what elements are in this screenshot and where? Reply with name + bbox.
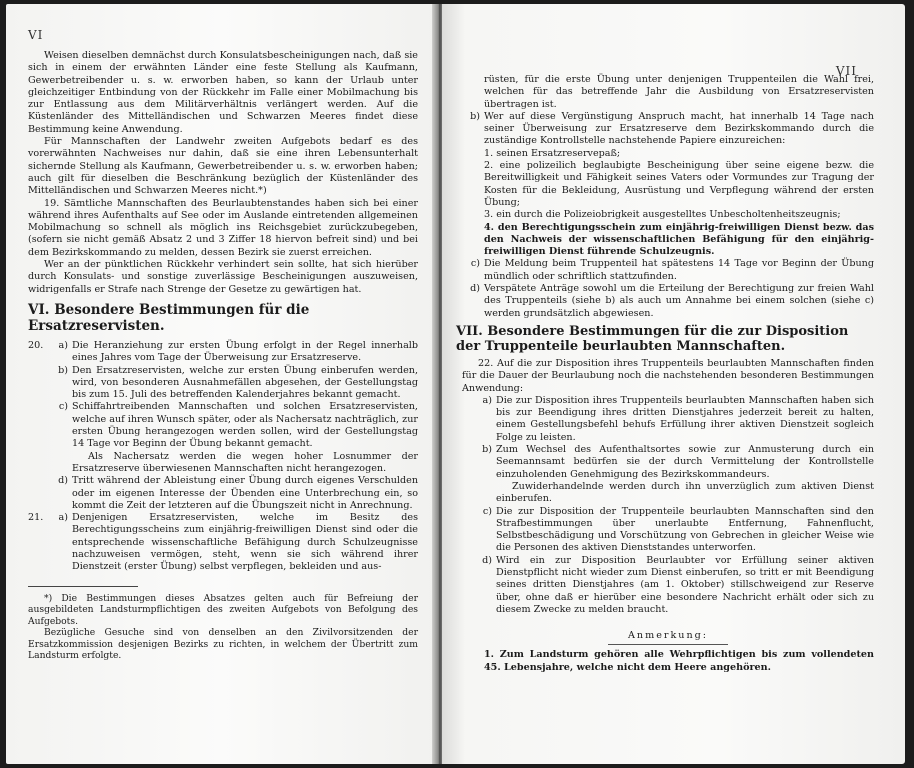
right-page bbox=[442, 4, 905, 764]
item-text: Die Heranziehung zur ersten Übung erfolgt in der Regel innerhalb eines Jahres vom Tage der Überweisung zur Ersatzreserve. bbox=[72, 339, 418, 364]
item-label: c) bbox=[470, 258, 480, 270]
item-label: d) bbox=[58, 475, 68, 487]
paragraph: Für Mannschaften der Landwehr zweiten Aufgebots bedarf es des vorerwähnten Nachweises nur dahin, daß sie eine ihren Lebensunterhalt sichernde Stellung als Kaufmann, Gewerbetreibender u. s. w. erworben haben; auch gilt für dieselben die Beschränkung bezüglich der Küstenländer des Mittelländischen und Schwarzen Meeres nicht.*) bbox=[28, 136, 418, 197]
list-item: 4. den Berechtigungsschein zum einjährig-freiwilligen Dienst bezw. das den Nachweis der wissenschaftlichen Befähigung für den einjährig-freiwilligen Dienst führende Schulzeugnis. bbox=[484, 221, 874, 258]
item-text: Denjenigen Ersatzreservisten, welche im Besitz des Berechtigungsscheins zum einjährig-freiwilligen Dienst sind oder die entsprechende wissenschaftliche Befähigung durch Schulzeugnisse nachzuweisen vermögen, steht, wenn sie sich während ihrer Dienstzeit (erster Übung) selbst verpflegen, bekleiden und aus- bbox=[72, 512, 418, 573]
item-label: b) bbox=[58, 364, 68, 376]
list-item bbox=[28, 512, 418, 573]
list-item bbox=[462, 555, 874, 616]
list-item bbox=[28, 401, 418, 475]
papers-list bbox=[462, 148, 874, 259]
section-number: 20. bbox=[28, 339, 44, 351]
item-label: b) bbox=[470, 110, 480, 122]
paragraph: rüsten, für die erste Übung unter denjenigen Truppenteilen die Wahl frei, welchen für das betreffende Jahr die Ausbildung von Ersatzreservisten übertragen ist. bbox=[484, 74, 874, 110]
list-item: 2. eine polizeilich beglaubigte Bescheinigung über seine eigene bezw. die Bereitwilligkeit und Fähigkeit seines Vaters oder Vormundes zur Tragung der Kosten für die Bekleidung, Ausrüstung und Verpflegung während der ersten Übung; bbox=[484, 160, 874, 208]
item-text: Wer auf diese Vergünstigung Anspruch macht, hat innerhalb 14 Tage nach seiner Überweisung zur Ersatzreserve dem Bezirkskommando durch die zuständige Kontrollstelle nachstehende Papiere einzureichen: bbox=[484, 110, 874, 147]
paragraph-19: 19. Sämtliche Mannschaften des Beurlaubtenstandes haben sich bei einer während ihres Aufenthalts auf See oder im Auslande eintretenden allgemeinen Mobilmachung so schnell als möglich ins Reichsgebiet zurückzubegeben, (sofern sie nicht gemäß Absatz 2 und 3 Ziffer 18 hiervon befreit sind) und bei dem Bezirkskommando zu melden, dessen Bezirk sie zuerst erreichen. bbox=[28, 197, 418, 258]
paragraph-22: 22. Auf die zur Disposition ihres Truppenteils beurlaubten Mannschaften finden für die Dauer der Beurlaubung noch die nachstehenden besonderen Bestimmungen Anwendung: bbox=[462, 357, 874, 394]
item-label: d) bbox=[470, 283, 480, 295]
item-label: a) bbox=[482, 394, 492, 406]
page-number-right: VII bbox=[835, 64, 857, 78]
list-item bbox=[462, 395, 874, 444]
list-item: 3. ein durch die Polizeiobrigkeit ausgestelltes Unbescholtenheitszeugnis; bbox=[484, 209, 841, 221]
section-heading-vi: VI. Besondere Bestimmungen für die Ersatzreservisten. bbox=[28, 301, 310, 334]
section-number: 21. bbox=[28, 512, 44, 524]
note-divider bbox=[608, 644, 728, 645]
list-item bbox=[28, 475, 418, 512]
item-label: c) bbox=[482, 505, 492, 517]
left-page bbox=[6, 4, 438, 764]
list-item bbox=[462, 258, 874, 283]
right-column bbox=[456, 74, 874, 674]
note-heading: Anmerkung: bbox=[627, 630, 708, 642]
item-text: Die zur Disposition ihres Truppenteils beurlaubten Mannschaften haben sich bis zur Beendigung ihres dritten Dienstjahres jederzeit bereit zu halten, einem Gestellungsbefehl behufs Erfüllung ihrer aktiven Dienstzeit sogleich Folge zu leisten. bbox=[496, 394, 874, 443]
footnote: *) Die Bestimmungen dieses Absatzes gelten auch für Befreiung der ausgebildeten Landsturmpflichtigen des zweiten Aufgebots von Befolgung des Aufgebots. bbox=[28, 592, 418, 627]
list-item: 1. seinen Ersatzreservepaß; bbox=[484, 147, 621, 159]
item-text: Zum Wechsel des Aufenthaltsortes sowie zur Anmusterung durch ein Seemannsamt bedürfen sie der durch Vermittelung der Kontrollstelle einzuholenden Genehmigung des Bezirkskommandeurs. Zuwiderhandelnde werden durch ihn unverzüglich zum aktiven Dienst einberufen. bbox=[496, 444, 874, 505]
note-text: 1. Zum Landsturm gehören alle Wehrpflichtigen bis zum vollendeten 45. Lebensjahre, welche nicht dem Heere angehören. bbox=[484, 649, 874, 673]
left-column bbox=[28, 50, 418, 662]
list-item bbox=[462, 506, 874, 555]
footnote: Bezügliche Gesuche sind von denselben an den Zivilvorsitzenden der Ersatzkommission desjenigen Bezirks zu richten, in welchem der Übertritt zum Landsturm erfolgte. bbox=[28, 627, 418, 662]
list-item bbox=[28, 365, 418, 402]
item-text: Die zur Disposition der Truppenteile beurlaubten Mannschaften sind den Strafbestimmungen über unerlaubte Entfernung, Fahnenflucht, Selbstbeschädigung und Vorschützung von Gebrechen in gleicher Weise wie die Personen des aktiven Dienststandes unterworfen. bbox=[496, 505, 874, 554]
section-heading-vii: VII. Besondere Bestimmungen für die zur Disposition der Truppenteile beurlaubten Mannschaften. bbox=[456, 323, 849, 354]
paragraph: Weisen dieselben demnächst durch Konsulatsbescheinigungen nach, daß sie sich in einem der erwähnten Länder eine feste Stellung als Kaufmann, Gewerbetreibender u. s. w. erworben haben, so kann der Urlaub unter gleichzeitiger Entbindung von der Rückkehr im Falle einer Mobilmachung bis zur Entlassung aus dem Militärverhältnis verlängert werden. Auf die Küstenländer des Mittelländischen und Schwarzen Meeres findet diese Bestimmung keine Anwendung. bbox=[28, 50, 418, 135]
list-item bbox=[462, 444, 874, 505]
footnote-divider bbox=[28, 586, 138, 587]
list-item bbox=[462, 111, 874, 148]
item-text: Wird ein zur Disposition Beurlaubter vor Erfüllung seiner aktiven Dienstpflicht nicht wieder zum Dienst einberufen, so tritt er mit Beendigung seines dritten Dienstjahres (am 1. Oktober) stillschweigend zur Reserve über, ohne daß er hierüber eine besondere Nachricht erhält oder sich zu diesem Zwecke zu melden braucht. bbox=[496, 554, 874, 615]
item-label: d) bbox=[482, 554, 492, 566]
item-text: Verspätete Anträge sowohl um die Erteilung der Berechtigung zur freien Wahl des Truppenteils (siehe b) als auch um Annahme bei einem solchen (siehe c) werden grundsätzlich abgewiesen. bbox=[484, 283, 874, 319]
list-item bbox=[28, 340, 418, 365]
page-number-left: VI bbox=[28, 28, 44, 42]
item-label: a) bbox=[58, 339, 68, 351]
item-label: b) bbox=[482, 444, 492, 456]
item-text: Tritt während der Ableistung einer Übung durch eigenes Verschulden oder im eigenen Interesse der Übenden eine Unterbrechung ein, so kommt die Zeit der letzteren auf die Übungszeit nicht in Anrechnung. bbox=[72, 475, 418, 511]
item-label: c) bbox=[58, 401, 68, 413]
item-label: a) bbox=[58, 512, 68, 524]
paragraph: Wer an der pünktlichen Rückkehr verhindert sein sollte, hat sich hierüber durch Konsulats- und sonstige zuverlässige Bescheinigungen auszuweisen, widrigenfalls er Strafe nach Strenge der Gesetze zu gewärtigen hat. bbox=[28, 259, 418, 295]
list-item bbox=[462, 283, 874, 320]
item-text: Schiffahrtreibenden Mannschaften und solchen Ersatzreservisten, welche auf ihren Wunsch später, oder als Nachersatz nachträglich, zur ersten Übung herangezogen werden sollen, wird der Gestellungstag 14 Tage vor Beginn der Übung bekannt gemacht. Als Nachersatz werden die wegen hoher Losnummer der Ersatzreserve überwiesenen Mannschaften nicht herangezogen. bbox=[72, 401, 418, 474]
item-text: Den Ersatzreservisten, welche zur ersten Übung einberufen werden, wird, von besonderen Ausnahmefällen abgesehen, der Gestellungstag bis zum 15. Juli des betreffenden Kalenderjahres bekannt gemacht. bbox=[72, 364, 418, 401]
item-text: Die Meldung beim Truppenteil hat spätestens 14 Tage vor Beginn der Übung mündlich oder schriftlich stattzufinden. bbox=[484, 258, 874, 282]
